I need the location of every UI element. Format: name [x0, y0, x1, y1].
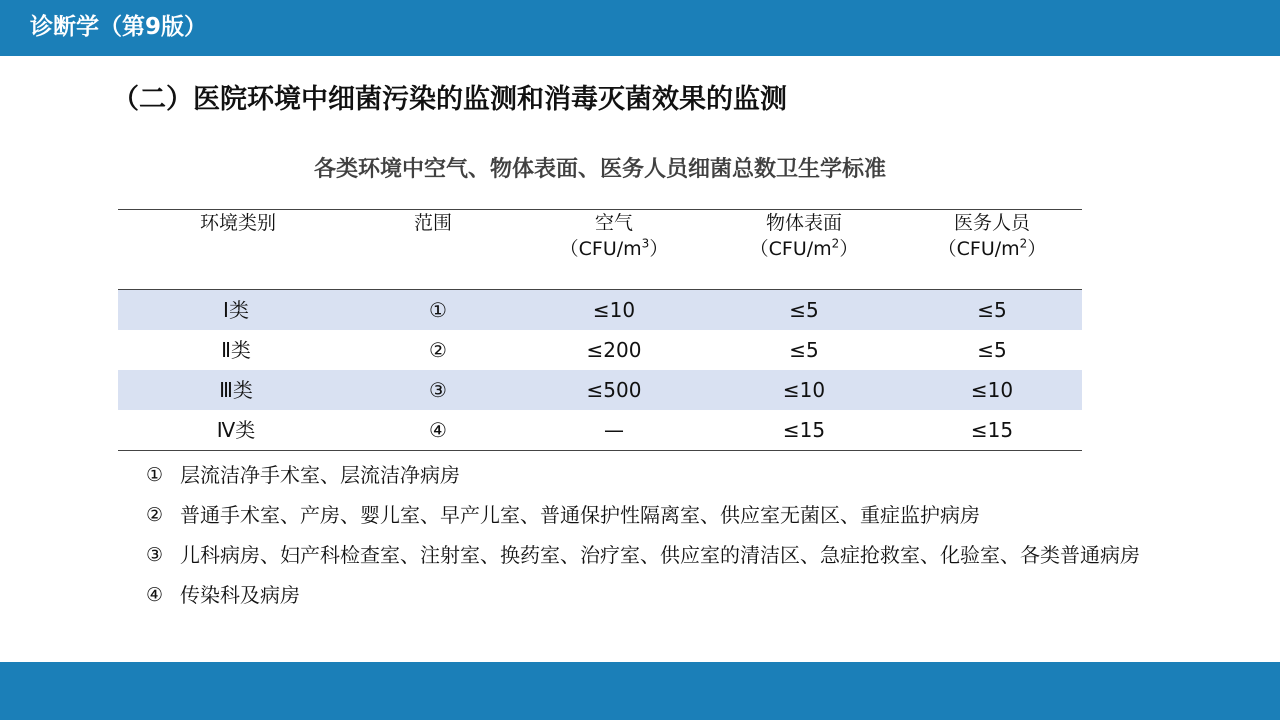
- cell-staff: ≤5: [977, 338, 1007, 362]
- cell-env: Ⅳ类: [216, 418, 256, 442]
- hygiene-standard-table: [118, 209, 1082, 451]
- note-text: 普通手术室、产房、婴儿室、早产儿室、普通保护性隔离室、供应室无菌区、重症监护病房: [180, 503, 980, 527]
- note-marker: ②: [146, 504, 164, 526]
- scope-notes-list: [140, 455, 1240, 615]
- cell-staff: ≤10: [970, 378, 1014, 402]
- table-row: [118, 330, 1082, 370]
- table-caption: 各类环境中空气、物体表面、医务人员细菌总数卫生学标准: [313, 157, 886, 182]
- note-marker: ①: [146, 464, 164, 486]
- cell-air: ≤200: [586, 338, 642, 362]
- cell-staff: ≤15: [970, 418, 1014, 442]
- top-header-bar: [0, 0, 1280, 56]
- note-marker: ④: [146, 584, 164, 606]
- header-surface: 物体表面 $(CFU/m^2)$: [749, 212, 859, 260]
- list-item: [140, 455, 1240, 495]
- cell-air: —: [604, 418, 624, 442]
- note-text: 层流洁净手术室、层流洁净病房: [180, 463, 460, 487]
- cell-surface: ≤5: [789, 298, 819, 322]
- table-row: [118, 290, 1082, 331]
- cell-surface: ≤10: [782, 378, 826, 402]
- cell-scope: ①: [429, 298, 447, 322]
- list-item: [140, 535, 1240, 575]
- cell-air: ≤10: [592, 298, 636, 322]
- note-text: 儿科病房、妇产科检查室、注射室、换药室、治疗室、供应室的清洁区、急症抢救室、化验室、各类普通病房: [180, 543, 1140, 567]
- cell-scope: ③: [429, 378, 447, 402]
- cell-env: Ⅰ类: [223, 298, 249, 322]
- cell-staff: ≤5: [977, 298, 1007, 322]
- header-scope: 范围: [414, 212, 453, 234]
- note-text: 传染科及病房: [180, 583, 300, 607]
- list-item: [140, 575, 1240, 615]
- table-row: [118, 410, 1082, 451]
- cell-surface: ≤5: [789, 338, 819, 362]
- table-row: [118, 370, 1082, 410]
- cell-surface: ≤15: [782, 418, 826, 442]
- header-staff: 医务人员 $(CFU/m^2)$: [937, 212, 1047, 260]
- cell-env: Ⅱ类: [221, 338, 251, 362]
- list-item: [140, 495, 1240, 535]
- header-air: 空气 $(CFU/m^3)$: [559, 212, 669, 260]
- cell-air: ≤500: [586, 378, 642, 402]
- bottom-footer-bar: [0, 662, 1280, 720]
- note-marker: ③: [146, 544, 164, 566]
- course-title: 诊断学（第9版）: [30, 14, 208, 40]
- section-heading: （二）医院环境中细菌污染的监测和消毒灭菌效果的监测: [112, 84, 787, 115]
- header-env: 环境类别: [200, 212, 277, 234]
- cell-scope: ②: [429, 338, 447, 362]
- cell-scope: ④: [429, 418, 447, 442]
- table-header-row: [118, 210, 1082, 290]
- cell-env: Ⅲ类: [219, 378, 253, 402]
